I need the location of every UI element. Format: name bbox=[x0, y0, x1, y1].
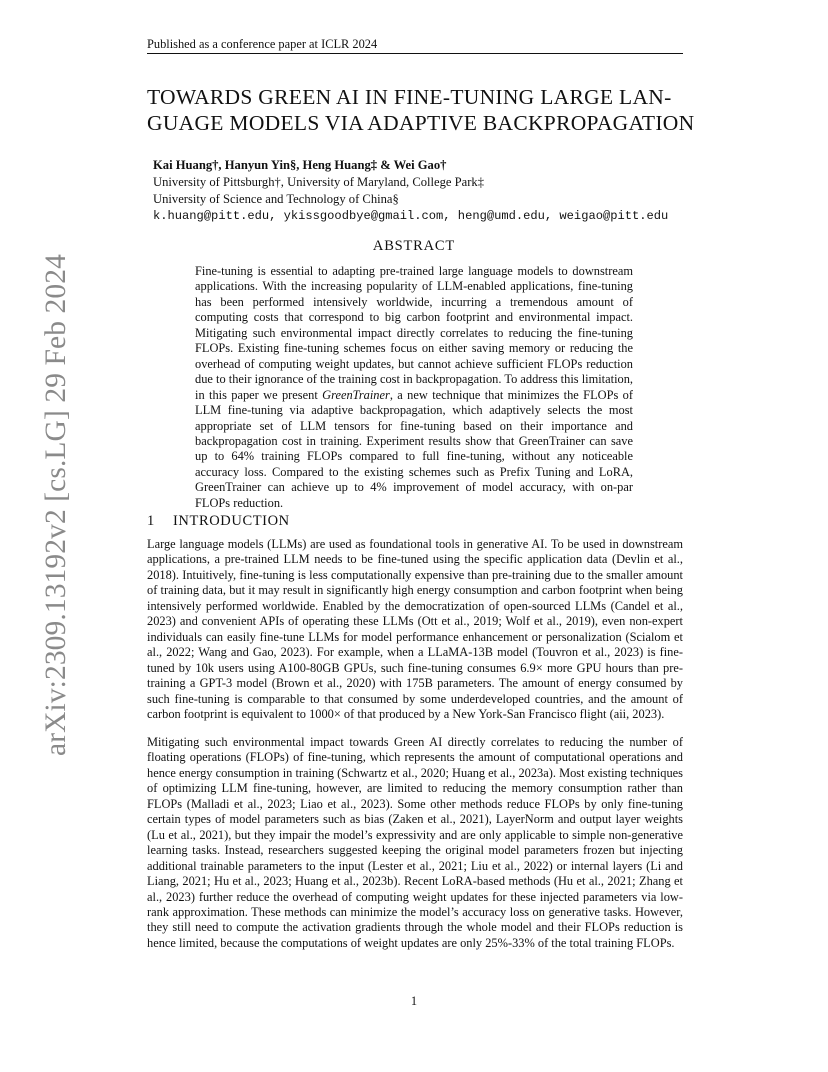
section-number: 1 bbox=[147, 513, 155, 529]
author-emails[interactable]: k.huang@pitt.edu, ykissgoodbye@gmail.com, heng@umd.edu, weigao@pitt.edu bbox=[153, 209, 669, 223]
abstract-text-part-1: Fine-tuning is essential to adapting pre-trained large language models to downstream applications. With the increasing popularity of LLM-enabled applications, fine-tuning has been performed intensively worldwide, incurring a tremendous amount of computing costs that correspond to big carbon footprint and environmental impact. Mitigating such environmental impact directly correlates to reducing the fine-tuning FLOPs. Existing fine-tuning schemes focus on either saving memory or reducing the overhead of computing weight updates, but cannot achieve sufficient FLOPs reduction due to their ignorance of the training cost in backpropagation. To address this limitation, in this paper we present bbox=[195, 264, 633, 402]
author-block bbox=[153, 157, 733, 225]
header-rule bbox=[147, 53, 683, 54]
intro-paragraph-2: Mitigating such environmental impact towards Green AI directly correlates to reducing the number of floating operations (FLOPs) of fine-tuning, which represents the amount of computational operations and hence energy consumption in training (Schwartz et al., 2020; Huang et al., 2023a). Most existing techniques of optimizing LLM fine-tuning, however, are limited to reducing the memory consumption rather than FLOPs (Malladi et al., 2023; Liao et al., 2023). Some other methods reduce FLOPs by only fine-tuning certain types of model parameters such as bias (Zaken et al., 2021), LayerNorm and output layer weights (Lu et al., 2021), but they impair the model’s expressivity and are only applicable to simple non-generative learning tasks. Instead, researchers suggested keeping the original model parameters frozen but injecting additional trainable parameters to the input (Lester et al., 2021; Liu et al., 2022) or internal layers (Li and Liang, 2021; Hu et al., 2023; Huang et al., 2023b). Recent LoRA-based methods (Hu et al., 2021; Zhang et al., 2023) further reduce the overhead of computing weight updates for these injected parameters via low-rank approximation. These methods can minimize the model’s accuracy loss on generative tasks. However, they still need to compute the activation gradients through the whole model and their FLOPs reduction is hence limited, because the computations of weight updates are only 25%-33% of the total training FLOPs. bbox=[147, 735, 683, 950]
intro-paragraph-1: Large language models (LLMs) are used as foundational tools in generative AI. To be used in downstream applications, a pre-trained LLM needs to be fine-tuned using the specific application data (Devlin et al., 2018). Intuitively, fine-tuning is less computationally expensive than pre-training due to the smaller amount of training data, but it may result in significantly high energy consumption and carbon footprint when being intensively performed worldwide. Enabled by the democratization of open-sourced LLMs (Candel et al., 2023) and convenient APIs of operating these LLMs (Ott et al., 2019; Wolf et al., 2019), even non-expert individuals can easily fine-tune LLMs for model performance enhancement or personalization (Scialom et al., 2022; Wang and Gao, 2023). For example, when a LLaMA-13B model (Touvron et al., 2023) is fine-tuned by 10k users using A100-80GB GPUs, such fine-tuning consumes 6.9× more GPU hours than pre-training a GPT-3 model (Brown et al., 2020) with 175B parameters. The amount of energy consumed by such fine-tuning is comparable to that consumed by some underdeveloped countries, and the amount of carbon footprint is equivalent to 1000× of that produced by a New York-San Francisco flight (aii, 2023). bbox=[147, 537, 683, 721]
abstract-method-name: GreenTrainer bbox=[322, 387, 390, 402]
paper-title bbox=[147, 84, 707, 136]
arxiv-identifier[interactable]: arXiv:2309.13192v2 [cs.LG] 29 Feb 2024 bbox=[40, 254, 72, 756]
page-number: 1 bbox=[410, 994, 418, 1008]
author-names: Kai Huang†, Hanyun Yin§, Heng Huang‡ & Wei Gao† bbox=[153, 158, 447, 172]
conference-header: Published as a conference paper at ICLR 2024 bbox=[147, 37, 378, 51]
section-title: INTRODUCTION bbox=[173, 513, 290, 529]
abstract-heading: ABSTRACT bbox=[372, 238, 456, 254]
abstract-text bbox=[195, 264, 633, 511]
section-heading-introduction bbox=[147, 513, 683, 530]
abstract-text-part-2: , a new technique that minimizes the FLOPs of LLM fine-tuning via adaptive backpropagation, which adaptively selects the most appropriate set of LLM tensors for fine-tuning based on their importance and backpropagation cost in training. Experiment results show that GreenTrainer can save up to 64% training FLOPs compared to full fine-tuning, without any noticeable accuracy loss. Compared to the existing schemes such as Prefix Tuning and LoRA, GreenTrainer can achieve up to 4% improvement of model accuracy, with on-par FLOPs reduction. bbox=[195, 387, 633, 510]
affiliation-line-1: University of Pittsburgh†, University of Maryland, College Park‡ bbox=[153, 175, 485, 189]
title-line-2: GUAGE MODELS VIA ADAPTIVE BACKPROPAGATION bbox=[147, 111, 695, 135]
affiliation-line-2: University of Science and Technology of China§ bbox=[153, 192, 399, 206]
title-line-1: TOWARDS GREEN AI IN FINE-TUNING LARGE LAN- bbox=[147, 85, 672, 109]
